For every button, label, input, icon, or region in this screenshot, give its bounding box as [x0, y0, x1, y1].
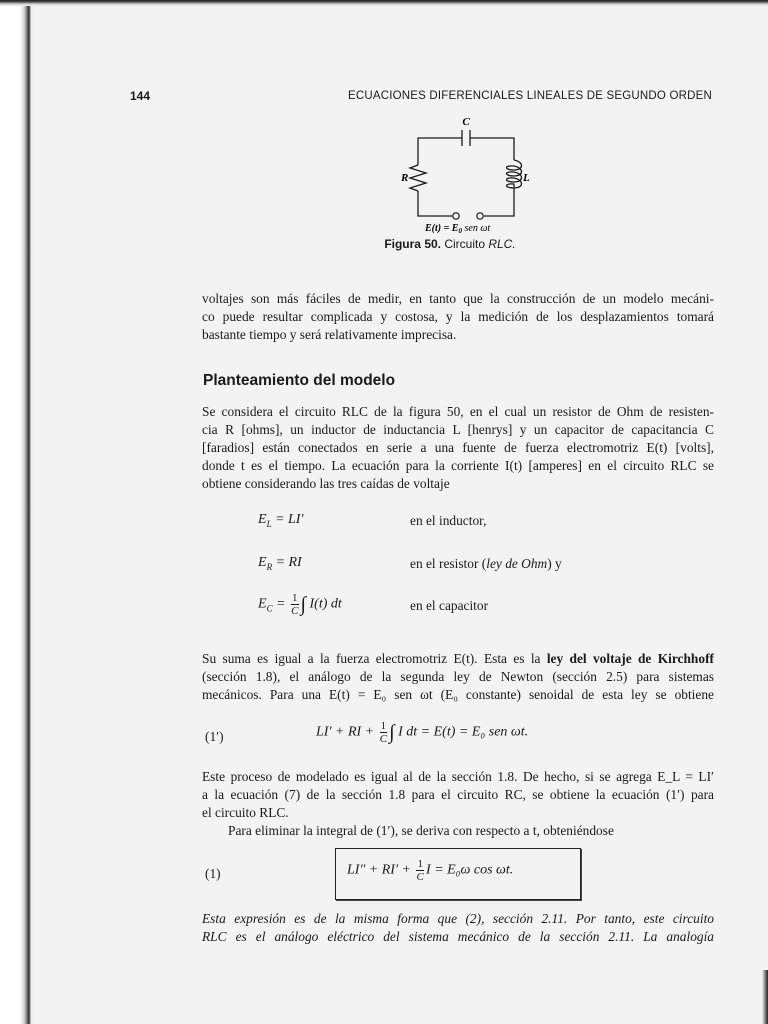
- circuit-right-lower-wire: [484, 192, 514, 216]
- paragraph-intro: [202, 290, 714, 344]
- equation-resistor-description: en el resistor (ley de Ohm) y: [410, 556, 562, 571]
- text-line: voltajes son más fáciles de medir, en tanto que la construcción de un modelo mecáni-: [202, 291, 714, 306]
- paragraph-final: [202, 910, 714, 946]
- rlc-circuit-diagram: [390, 110, 540, 235]
- equation-inductor-description: en el inductor,: [410, 513, 487, 528]
- page-top-edge: [0, 0, 768, 6]
- text-line: Se considera el circuito RLC de la figura 50, en el cual un resistor de Ohm de resisten-: [202, 404, 714, 419]
- text-line: Esta expresión es de la misma forma que (2), sección 2.11. Por tanto, este circuito: [202, 911, 714, 926]
- source-label: $E(t) = E_0$ sen ωt: [425, 223, 491, 235]
- equation-1: LI″ + RI′ + $\frac{1}{C}$ I = E₀ω cos ωt.: [347, 858, 514, 883]
- text-line: donde t es el tiempo. La ecuación para la corriente I(t) [amperes] en el circuito RLC se: [202, 458, 714, 473]
- text-line: bastante tiempo y será relativamente imprecisa.: [202, 327, 457, 342]
- page-binding-edge: [0, 0, 34, 1024]
- equation-resistor: $E_R$ = RI: [258, 555, 302, 572]
- figure-caption-text: Circuito: [441, 237, 489, 251]
- equation-inductor: $E_L = LI'$: [258, 512, 304, 529]
- resistor-zigzag: [410, 165, 426, 191]
- equation-1prime: LI′ + RI + $\frac{1}{C}$ ∫ I dt = E(t) = E₀ sen ωt.: [316, 720, 529, 745]
- text-line: Para eliminar la integral de (1′), se deriva con respecto a t, obteniéndose: [228, 823, 614, 838]
- figure-caption: [0, 237, 768, 251]
- section-heading: Planteamiento del modelo: [203, 372, 396, 389]
- figure-caption-rlc: RLC.: [488, 237, 516, 251]
- text-line: a la ecuación (7) de la sección 1.8 para el circuito RC, se obtiene la ecuación (1′) para: [202, 787, 714, 802]
- text-line: co puede resultar complicada y costosa, y la medición de los desplazamientos tomará: [202, 309, 714, 324]
- source-terminal-left: [453, 213, 459, 219]
- page-number: 144: [130, 89, 151, 103]
- equation-capacitor-description: en el capacitor: [410, 598, 489, 613]
- text-line: el circuito RLC.: [202, 805, 289, 820]
- text-line: RLC es el análogo eléctrico del sistema mecánico de la sección 2.11. La analogía: [202, 929, 714, 944]
- paragraph-model: [202, 403, 714, 493]
- running-title: ECUACIONES DIFERENCIALES LINEALES DE SEGUNDO ORDEN: [347, 90, 712, 102]
- source-terminal-right: [477, 213, 483, 219]
- resistor-label: R: [401, 172, 409, 184]
- text-line: [faradios] están conectados en serie a una fuente de fuerza electromotriz E(t) [volts],: [202, 440, 714, 455]
- paragraph-process: [202, 768, 714, 840]
- circuit-left-lower-wire: [418, 191, 452, 216]
- paragraph-kirchhoff: [202, 650, 714, 704]
- inductor-coil: [507, 160, 522, 192]
- text-line: mecánicos. Para una E(t) = E₀ sen ωt (E₀ constante) senoidal de esta ley se obtiene: [202, 687, 714, 702]
- equation-capacitor: $E_C$ = $\frac{1}{C}$ ∫ I(t) dt: [258, 592, 342, 617]
- page-right-edge: [762, 970, 768, 1024]
- inductor-label: L: [523, 172, 530, 184]
- text-line: Este proceso de modelado es igual al de la sección 1.8. De hecho, si se agrega E_L = LI′: [202, 769, 714, 784]
- circuit-top-wire: [418, 138, 462, 140]
- circuit-top-wire-right: [470, 138, 514, 160]
- text-line: Su suma es igual a la fuerza electromotriz E(t). Esta es la ley del voltaje de Kirchhoff: [202, 651, 714, 666]
- figure-caption-label: Figura 50.: [384, 237, 441, 251]
- text-line: (sección 1.8), el análogo de la segunda ley de Newton (sección 2.5) para sistemas: [202, 669, 714, 684]
- text-line: cia R [ohms], un inductor de inductancia L [henrys] y un capacitor de capacitancia C: [202, 422, 714, 437]
- capacitor-label: C: [462, 116, 470, 128]
- equation-number-1prime: (1′): [205, 729, 224, 744]
- equation-number-1: (1): [205, 866, 221, 881]
- text-line: obtiene considerando las tres caídas de voltaje: [202, 476, 450, 491]
